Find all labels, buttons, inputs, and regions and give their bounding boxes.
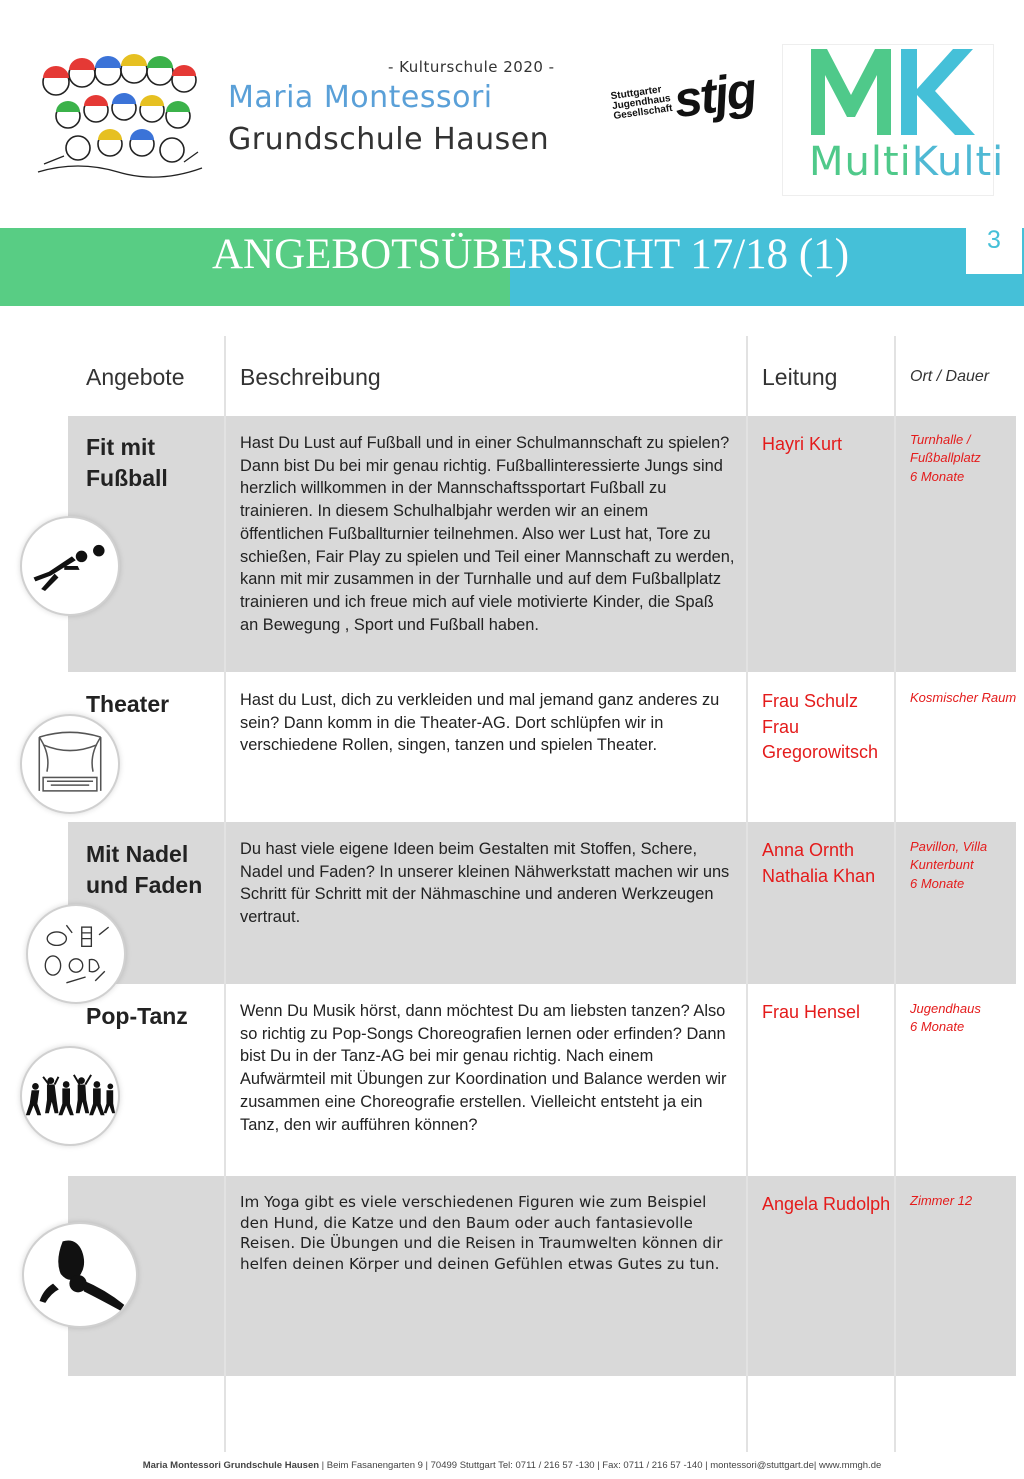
- angebot-title: Theater: [86, 691, 170, 717]
- ort-text: [910, 431, 1018, 486]
- stjg-logo: [610, 61, 772, 140]
- angebot-title: Mit Nadel und Faden: [86, 841, 203, 898]
- ort-location: Kosmischer Raum: [910, 690, 1017, 705]
- multikulti-wordmark: [809, 139, 1004, 185]
- stjg-org-name: Stuttgarter Jugendhaus Gesellschaft: [610, 84, 674, 123]
- sewing-supplies-icon: [26, 904, 126, 1004]
- ort-text: [910, 689, 1018, 707]
- school-logo: [34, 44, 574, 184]
- ort-duration: 6 Monate: [910, 1019, 965, 1035]
- page-title: ANGEBOTSÜBERSICHT 17/18 (1): [212, 231, 850, 278]
- leitung-name: Hayri Kurt: [762, 434, 843, 454]
- leitung-name: Anna Ornth Nathalia Khan: [762, 840, 876, 886]
- ort-duration: 6 Monate: [910, 875, 965, 891]
- beschreibung-text: Wenn Du Musik hörst, dann möchtest Du am liebsten tanzen? Also so richtig zu Pop-Songs Choreografien lernen oder erfinden? Dann bist Du in der Tanz-AG bei mir genau richtig. Nach einem Aufwärmteil mit Übungen zur Koordination und Balance werden wir zusammen eine Choreografie erstellen. Vielleicht entsteht ja ein Tanz, den wir aufführen können?: [240, 1002, 727, 1134]
- leitung-name: Frau Schulz Frau Gregorowitsch: [762, 691, 879, 762]
- dancers-icon: [20, 1046, 120, 1146]
- ort-duration: 6 Monate: [910, 468, 965, 484]
- children-illustration-icon: [34, 44, 206, 178]
- header-leitung: Leitung: [762, 364, 838, 390]
- multikulti-part1: Multi: [809, 139, 912, 185]
- footer-contact: | Beim Fasanengarten 9 | 70499 Stuttgart Tel: 0711 / 216 57 -130 | Fax: 0711 / 216 57 -140 | montessori@stuttgart.de| www.mmgh.de: [319, 1460, 882, 1471]
- page-footer: [0, 1460, 1024, 1471]
- page-number: 3: [987, 226, 1001, 254]
- mk-letters-icon: [807, 45, 977, 137]
- column-divider: [746, 336, 748, 1452]
- angebot-title: Pop-Tanz: [86, 1003, 188, 1029]
- multikulti-part2: Kulti: [911, 139, 1005, 185]
- beschreibung-text: Hast du Lust, dich zu verkleiden und mal jemand ganz anderes zu sein? Dann komm in die Theater-AG. Dort schlüpfen wir in verschiedene Rollen, singen, tanzen und spielen Theater.: [240, 691, 720, 755]
- ort-location: Jugendhaus: [910, 1001, 981, 1016]
- leitung-name: Angela Rudolph: [762, 1194, 891, 1214]
- column-divider: [894, 336, 896, 1452]
- theater-stage-icon: [20, 714, 120, 814]
- beschreibung-text: Hast Du Lust auf Fußball und in einer Schulmannschaft zu spielen? Dann bist Du bei mir genau richtig. Fußballinteressierte Jungs sind herzlich willkommen in der Mannschaftssportart Fußball zu trainieren. In diesem Schulhalbjahr werden wir an einem öffentlichen Fußballturnier teilnehmen. Also wer Lust hat, Tore zu schießen, Fair Play zu spielen und Teil einer Mannschaft zu werden, kann mit mir zusammen in der Turnhalle und auf dem Fußballplatz trainieren und ich freue mich auf viele motivierte Kinder, die Spaß an Bewegung , Sport und Fußball haben.: [240, 434, 735, 634]
- header-angebote: Angebote: [86, 364, 185, 390]
- column-divider: [224, 336, 226, 1452]
- ort-text: [910, 1000, 1018, 1037]
- stjg-small-text: [610, 84, 674, 122]
- angebot-title: Fit mit Fußball: [86, 434, 168, 491]
- beschreibung-text: Im Yoga gibt es viele verschiedenen Figuren wie zum Beispiel den Hund, die Katze und den Baum oder auch fantasievolle Reisen. Die Übungen und die Reisen in Traumwelten können dir helfen deinen Körper und deinen Gefühlen etwas Gutes zu tun.: [240, 1193, 723, 1273]
- multikulti-logo: [782, 44, 1005, 196]
- stjg-wordmark: stjg: [670, 61, 759, 129]
- soccer-player-icon: [20, 516, 120, 616]
- school-name-line1: Maria Montessori: [228, 80, 493, 115]
- beschreibung-text: Du hast viele eigene Ideen beim Gestalten mit Stoffen, Schere, Nadel und Faden? In unserer kleinen Nähwerkstatt machen wir uns Schritt für Schritt mit der Nähmaschine und anderen Werkzeugen vertraut.: [240, 840, 730, 927]
- ort-location: Turnhalle / Fußballplatz: [910, 432, 981, 466]
- ort-text: [910, 1192, 1018, 1210]
- ort-text: [910, 838, 1018, 893]
- school-subtitle: - Kulturschule 2020 -: [388, 58, 555, 76]
- yoga-pose-icon: [22, 1222, 138, 1328]
- header-ort-dauer: Ort / Dauer: [910, 368, 990, 385]
- header-beschreibung: Beschreibung: [240, 364, 381, 390]
- footer-school: Maria Montessori Grundschule Hausen: [142, 1460, 320, 1471]
- school-name-line2: Grundschule Hausen: [228, 122, 550, 157]
- leitung-name: Frau Hensel: [762, 1002, 861, 1022]
- ort-location: Zimmer 12: [910, 1193, 973, 1208]
- ort-location: Pavillon, Villa Kunterbunt: [910, 839, 988, 873]
